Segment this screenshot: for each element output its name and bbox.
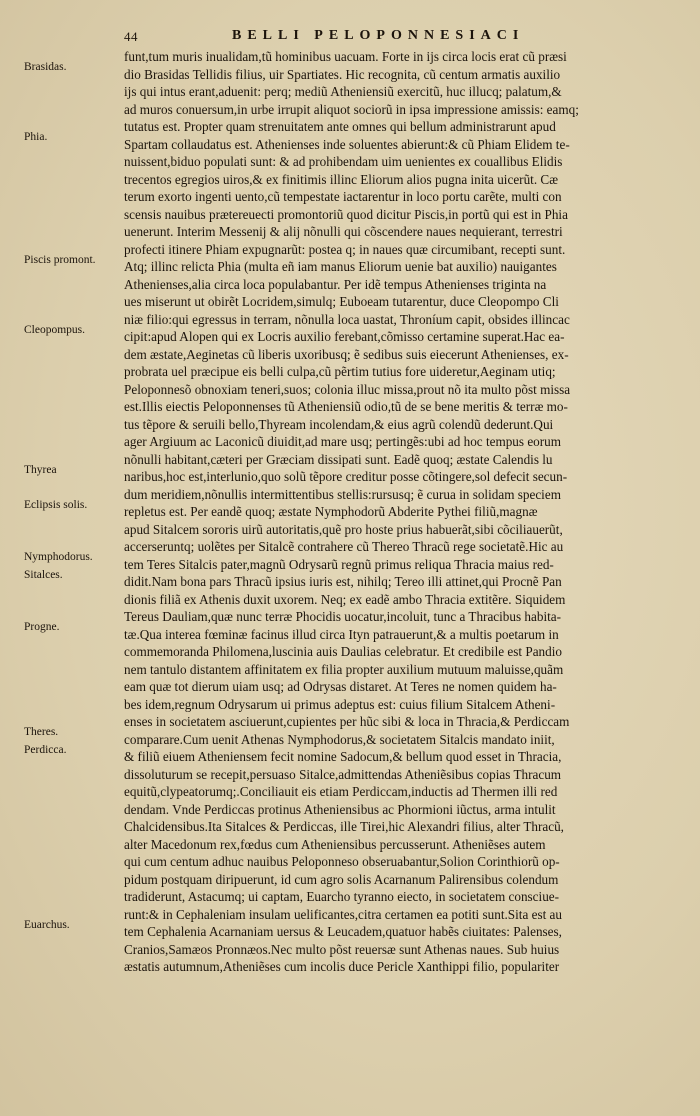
text-line: dissoluturum se recepit,persuaso Sitalce,admittendas Atheniẽsibus copias Thracum [124,766,562,782]
text-line: runt:& in Cephaleniam insulam uelificantes,citra certamen ea potiti sunt.Sita est au [124,906,562,922]
text-line: scensis nauibus prætereuecti promontoriũ quod dicitur Piscis,in portũ qui est in Phia [124,206,568,222]
text-line: Atq; illinc relicta Phia (multa eñ iam manus Eliorum uenie bat auxilio) nauigantes [124,259,557,274]
text-line: nõnulli habitant,cæteri per Græciam dissipati sunt. Eadẽ quoq; æstate Calendis lu [124,451,553,467]
text-line: æstatis autumnum,Atheniẽses cum incolis duce Pericle Xanthippi filio, populariter [124,959,560,974]
text-line: probrata uel præcipue eis belli culpa,cũ pẽrtim tutius fore uideretur,Aeginam utiq; [124,364,556,379]
text-line: nem tantulo distantem affinitatem ex filia propter auxilium mutuum maluisse,quãm [124,661,564,677]
text-line: est.Illis eiectis Peloponnenses tũ Atheniensiũ odio,tũ de se bene meritis & terræ mo- [124,399,568,414]
text-line: Tereus Dauliam,quæ nunc terræ Phocidis uocatur,incoluit, tunc a Thracibus habita- [124,609,562,624]
text-line: didit.Nam bona pars Thracũ ipsius iuris est, nihilq; Tereo illi attinet,qui Procnẽ Pan [124,574,562,589]
text-line: repletus est. Per eandẽ quoq; æstate Nymphodorũ Abderite Pythei filiũ,magnæ [124,504,538,519]
margin-note: Phia. [24,131,48,143]
text-line: ager Argiuum ac Laconicũ diuidit,ad mare usq; pertingẽs:ubi ad hoc tempus eorum [124,434,562,449]
text-line: ijs qui intus erant,aduenit: perq; mediũ Atheniensiũ exercitũ, huc illucq; palatum,& [124,84,562,99]
text-line: dionis filiã ex Athenis duxit uxorem. Neq; ex eadẽ ambo Thracia extitẽre. Siquidem [124,591,566,607]
margin-note: Piscis promont. [24,253,96,266]
text-line: trecentos egregios uiros,& ex finitimis illinc Eliorum alios pugna inita uicerũt. Cæ [124,171,559,187]
text-line: accerseruntq; uolẽtes per Sitalcẽ contrahere cũ Thereo Thracũ rege societatẽ.Hic au [124,539,564,554]
text-line: Peloponnesõ obnoxiam teneri,suos; colonia illuc missa,prout nõ ita multo põst missa [124,381,571,397]
text-line: alter Macedonum rex,fœdus cum Atheniensibus percusserunt. Atheniẽses autem [124,836,546,852]
text-line: funt,tum muris inualidam,tũ hominibus uacuam. Forte in ijs circa locis erat cũ præsi [124,49,567,64]
text-line: Spartam collaudatus est. Athenienses inde soluentes abierunt:& cũ Phiam Elidem te- [124,136,570,152]
text-line: commemoranda Philomena,luscinia auis Daulias celebratur. Et credibile est Pandio [124,644,562,659]
text-line: tutatus est. Propter quam strenuitatem ante omnes qui bellum administrarunt apud [124,119,556,134]
text-line: apud Sitalcem sororis uirũ autoritatis,quẽ pro hoste prius habuerãt,sibi cõciliauerũt, [124,521,563,537]
margin-note: Progne. [24,621,60,633]
text-line: profecti itinere Phiam expugnarũt: postea q; in naues quæ circumibant, recepti sunt. [124,241,566,257]
margin-note: Thyrea [24,463,57,476]
margin-note: Perdicca. [24,743,67,756]
text-line: ad muros conuersum,in urbe irrupit aliquot sociorũ in ipsa impressione amissis: eamq; [124,101,579,117]
text-line: nuissent,biduo populati sunt: & ad prohibendam uim uenientes ex couallibus Elidis [124,154,563,169]
text-line: enses in societatem asciuerunt,cupientes per hũc sibi & loca in Thracia,& Perdiccam [124,714,570,729]
text-line: dendam. Vnde Perdiccas protinus Atheniensibus ac Phormioni iũctus, arma intulit [124,801,556,817]
text-line: Chalcidensibus.Ita Sitalces & Perdiccas, ille Tirei,hic Alexandri filius, alter Thracũ, [124,819,564,834]
margin-note: Theres. [24,726,59,738]
text-line: cipit:apud Alopen qui ex Locris auxilio ferebant,cõmisso certamine superat.Hac ea- [124,329,565,344]
text-line: dio Brasidas Tellidis filius, uir Spartiates. Hic recognita, cũ centum armatis auxilio [124,66,561,82]
text-line: qui cum centum adhuc nauibus Peloponneso obseruabantur,Solion Corinthiorũ op- [124,854,560,869]
text-line: tradiderunt, Astacumq; ui captam, Euarcho tyranno eiecto, in societatem consciue- [124,889,560,904]
text-line: eam quæ tot dierum uiam usq; ad Odrysas distaret. At Teres ne nomen quidem ha- [124,679,557,694]
page-number: 44 [124,29,138,44]
text-line: tem Teres Sitalcis pater,magnũ Odrysarũ regnũ primus reliqua Thracia maius red- [124,556,554,572]
text-line: naribus,hoc est,interlunio,quo solũ tẽpore creditur posse cõtingere,sol defecit secun- [124,469,568,484]
margin-note: Cleopompus. [24,323,86,336]
text-line: bes idem,regnum Odrysarum ui primus adeptus est: cuius filium Sitalcem Atheni- [124,696,556,712]
text-line: niæ filio:qui egressus in terram, nõnulla loca uastat, Throníum capit, obsides illincac [124,311,570,327]
text-line: dem æstate,Aeginetas cũ liberis uxoribusq; ẽ sedibus suis eiecerunt Athenienses, ex- [124,346,569,362]
text-line: equitũ,clypeatorumq;.Conciliauit eis etiam Perdiccam,inductis ad Thermen illi red [124,784,558,799]
text-line: & filiũ eiuem Atheniensem fecit nomine Sadocum,& bellum quod esset in Thracia, [124,749,562,764]
text-line: ues miserunt ut obirẽt Locridem,simulq; Euboeam tutarentur, duce Cleopompo Cli [124,294,559,309]
text-line: terum exorto ingenti uento,cũ tempestate iactarentur in loco portu carẽte, multi con [124,189,562,204]
text-line: pidum postquam diripuerunt, id cum agro solis Acarnanum Palirensibus colendum [124,871,559,887]
text-line: tus tẽpore & seruili bello,Thyream incolendam,& eius agrũ colendũ dederunt.Qui [124,416,554,432]
text-line: tem Cephalenia Acarnaniam uersus & Leucadem,quatuor habẽs ciuitates: Palenses, [124,924,562,939]
margin-note: Euarchus. [24,918,70,931]
text-line: Cranios,Samæos Pronnæos.Nec multo põst reuersæ sunt Athenas naues. Sub huius [124,941,560,957]
margin-note: Nymphodorus. [24,551,93,563]
text-line: Athenienses,alia circa loca populabantur. Per idẽ tempus Athenienses triginta na [124,276,547,292]
text-line: dum meridiem,nõnullis intermittentibus stellis:rursusq; ẽ curua in solidam speciem [124,486,561,502]
margin-note: Brasidas. [24,61,67,73]
margin-note: Sitalces. [24,568,63,581]
running-head: BELLI PELOPONNESIACI [232,28,525,43]
margin-note: Eclipsis solis. [24,498,88,511]
text-line: tæ.Qua interea fœminæ facinus illud circa Ityn patrauerunt,& a multis poetarum in [124,626,559,642]
text-line: comparare.Cum uenit Athenas Nymphodorus,& societatem Sitalcis mandato iniit, [124,731,555,747]
body-text [124,48,672,976]
text-line: uenerunt. Interim Messenij & alij nõnulli qui cõscendere naues nequierant, terrestri [124,224,563,239]
